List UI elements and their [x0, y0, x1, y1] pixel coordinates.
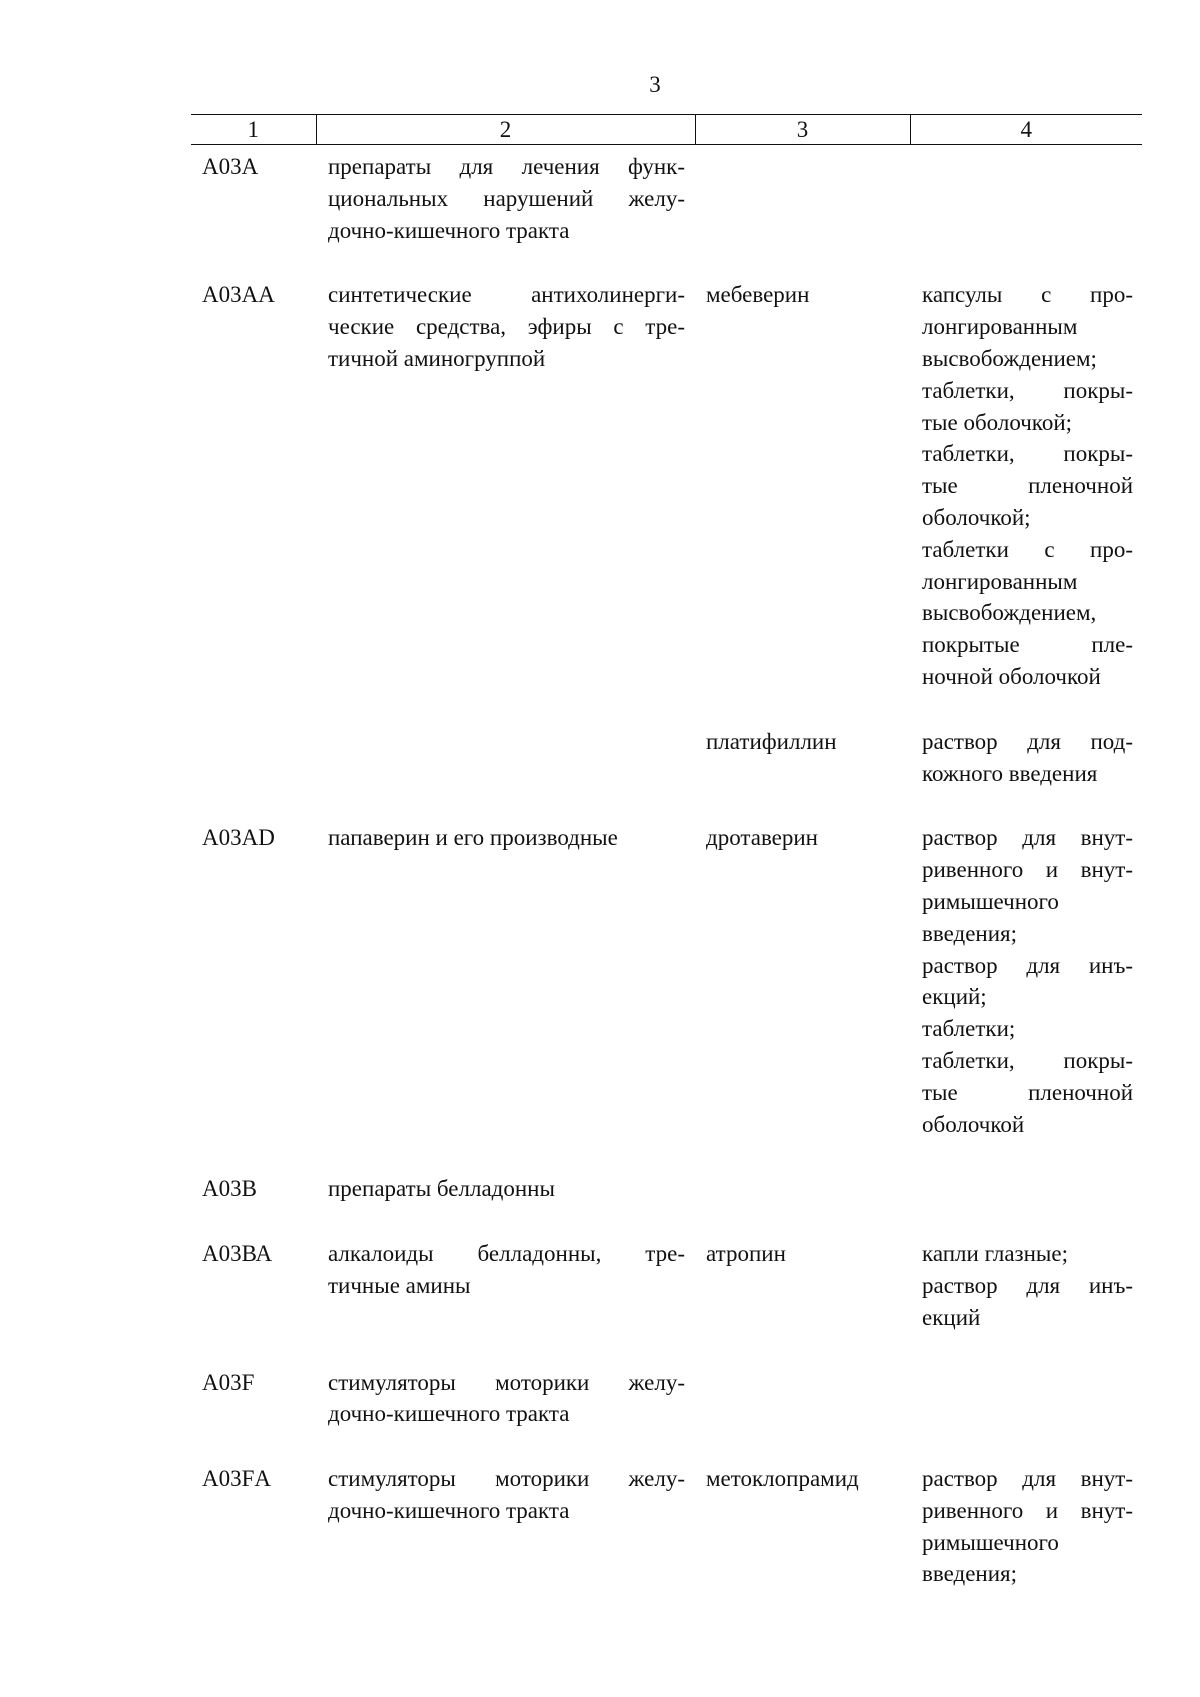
dosage-form-line: римышечного [922, 1529, 1059, 1555]
atc-code-cell: А03FА [202, 1466, 272, 1492]
dosage-form-line: ривенного и внут- [922, 857, 1133, 883]
dosage-form-cell [910, 1463, 1142, 1623]
atc-code-cell: А03А [202, 154, 259, 179]
atc-code-cell: А03АD [202, 825, 275, 851]
dosage-form-line: раствор для инъ- [922, 952, 1133, 978]
dosage-form-line: введения; [922, 920, 1017, 946]
table-row [191, 145, 1142, 280]
dosage-form-cell [910, 726, 1142, 823]
medication-table [191, 114, 1142, 1623]
dosage-form-line: раствор для инъ- [922, 1272, 1133, 1298]
dosage-form-line: введения; [922, 1561, 1017, 1587]
header-row [191, 115, 1142, 145]
table-row [191, 1367, 1142, 1464]
column-header: 3 [695, 115, 910, 145]
dosage-form-line: екций; [922, 984, 987, 1010]
atc-group-cell [316, 279, 695, 725]
dosage-form-cell [910, 822, 1142, 1173]
atc-group-line: синтетические антихолинерги- [328, 282, 685, 308]
dosage-form-cell [910, 1367, 1142, 1464]
table-row [191, 726, 1142, 823]
table-row [191, 822, 1142, 1173]
atc-group-line: стимуляторы моторики желу- [328, 1369, 685, 1395]
drug-name-cell [695, 1173, 910, 1238]
atc-group-cell [316, 1367, 695, 1464]
dosage-form-line: ривенного и внут- [922, 1497, 1133, 1523]
dosage-form-cell [910, 1238, 1142, 1366]
dosage-form-line: кожного введения [922, 760, 1098, 786]
table-row [191, 1463, 1142, 1623]
dosage-form-line: римышечного [922, 888, 1059, 914]
dosage-form-line: таблетки; [922, 1016, 1016, 1042]
dosage-form-line: тые оболочкой; [922, 409, 1073, 435]
atc-group-line: препараты для лечения функ- [328, 154, 685, 179]
table-header [191, 115, 1142, 145]
dosage-form-line: оболочкой; [922, 504, 1031, 530]
table-body [191, 145, 1142, 1624]
dosage-form-line: тые пленочной [922, 473, 1133, 499]
atc-group-cell [316, 726, 695, 823]
atc-group-line: дочно-кишечного тракта [328, 1497, 570, 1523]
column-header: 2 [316, 115, 695, 145]
page-number: 3 [649, 72, 661, 97]
atc-code-cell: А03В [202, 1176, 257, 1202]
dosage-form-line: таблетки, покры- [922, 1047, 1133, 1073]
dosage-form-line: оболочкой [922, 1111, 1025, 1137]
dosage-form-line: раствор для внут- [922, 1466, 1133, 1492]
atc-group-line: дочно-кишечного тракта [328, 1401, 570, 1427]
atc-group-cell [316, 1463, 695, 1623]
dosage-form-line: раствор для внут- [922, 825, 1133, 851]
atc-group-line: циональных нарушений желу- [328, 185, 685, 211]
dosage-form-line: покрытые пле- [922, 632, 1133, 658]
column-header: 4 [910, 115, 1142, 145]
dosage-form-line: лонгированным [922, 568, 1078, 594]
dosage-form-line: капсулы с про- [922, 282, 1133, 308]
drug-name-cell: метоклопрамид [706, 1466, 859, 1492]
drug-name-cell [695, 1367, 910, 1464]
dosage-form-line: таблетки с про- [922, 536, 1133, 562]
atc-code-cell: А03F [202, 1369, 255, 1395]
dosage-form-line: капли глазные; [922, 1241, 1068, 1267]
atc-group-line: стимуляторы моторики желу- [328, 1466, 685, 1492]
atc-group-cell [316, 822, 695, 1173]
table-row [191, 1173, 1142, 1238]
dosage-form-line: таблетки, покры- [922, 377, 1133, 403]
atc-group-line: дочно-кишечного тракта [328, 217, 570, 243]
atc-group-line: алкалоиды белладонны, тре- [328, 1241, 685, 1267]
drug-name-cell: дротаверин [706, 825, 818, 851]
atc-group-line: тичной аминогруппой [328, 345, 546, 371]
table-row [191, 279, 1142, 725]
dosage-form-line: раствор для под- [922, 728, 1133, 754]
atc-group-line: ческие средства, эфиры с тре- [328, 314, 685, 340]
dosage-form-line: ночной оболочкой [922, 663, 1101, 689]
atc-group-cell [316, 1173, 695, 1238]
dosage-form-line: лонгированным [922, 314, 1078, 340]
atc-group-line: папаверин и его производные [328, 825, 618, 851]
atc-code-cell: А03АА [202, 282, 275, 308]
atc-group-cell [316, 145, 695, 280]
atc-code-cell [191, 726, 316, 823]
drug-name-cell: атропин [706, 1241, 786, 1267]
drug-name-cell: платифиллин [706, 728, 837, 754]
dosage-form-line: высвобождением; [922, 345, 1097, 371]
table-row [191, 1238, 1142, 1366]
atc-group-line: препараты белладонны [328, 1176, 555, 1202]
atc-group-line: тичные амины [328, 1272, 471, 1298]
drug-name-cell [695, 145, 910, 280]
atc-code-cell: А03ВА [202, 1241, 273, 1267]
dosage-form-line: таблетки, покры- [922, 441, 1133, 467]
dosage-form-line: высвобождением, [922, 600, 1097, 626]
drug-name-cell: мебеверин [706, 282, 810, 308]
atc-group-cell [316, 1238, 695, 1366]
dosage-form-line: екций [922, 1304, 981, 1330]
dosage-form-cell [910, 145, 1142, 280]
dosage-form-line: тые пленочной [922, 1079, 1133, 1105]
dosage-form-cell [910, 1173, 1142, 1238]
dosage-form-cell [910, 279, 1142, 725]
column-header: 1 [191, 115, 316, 145]
